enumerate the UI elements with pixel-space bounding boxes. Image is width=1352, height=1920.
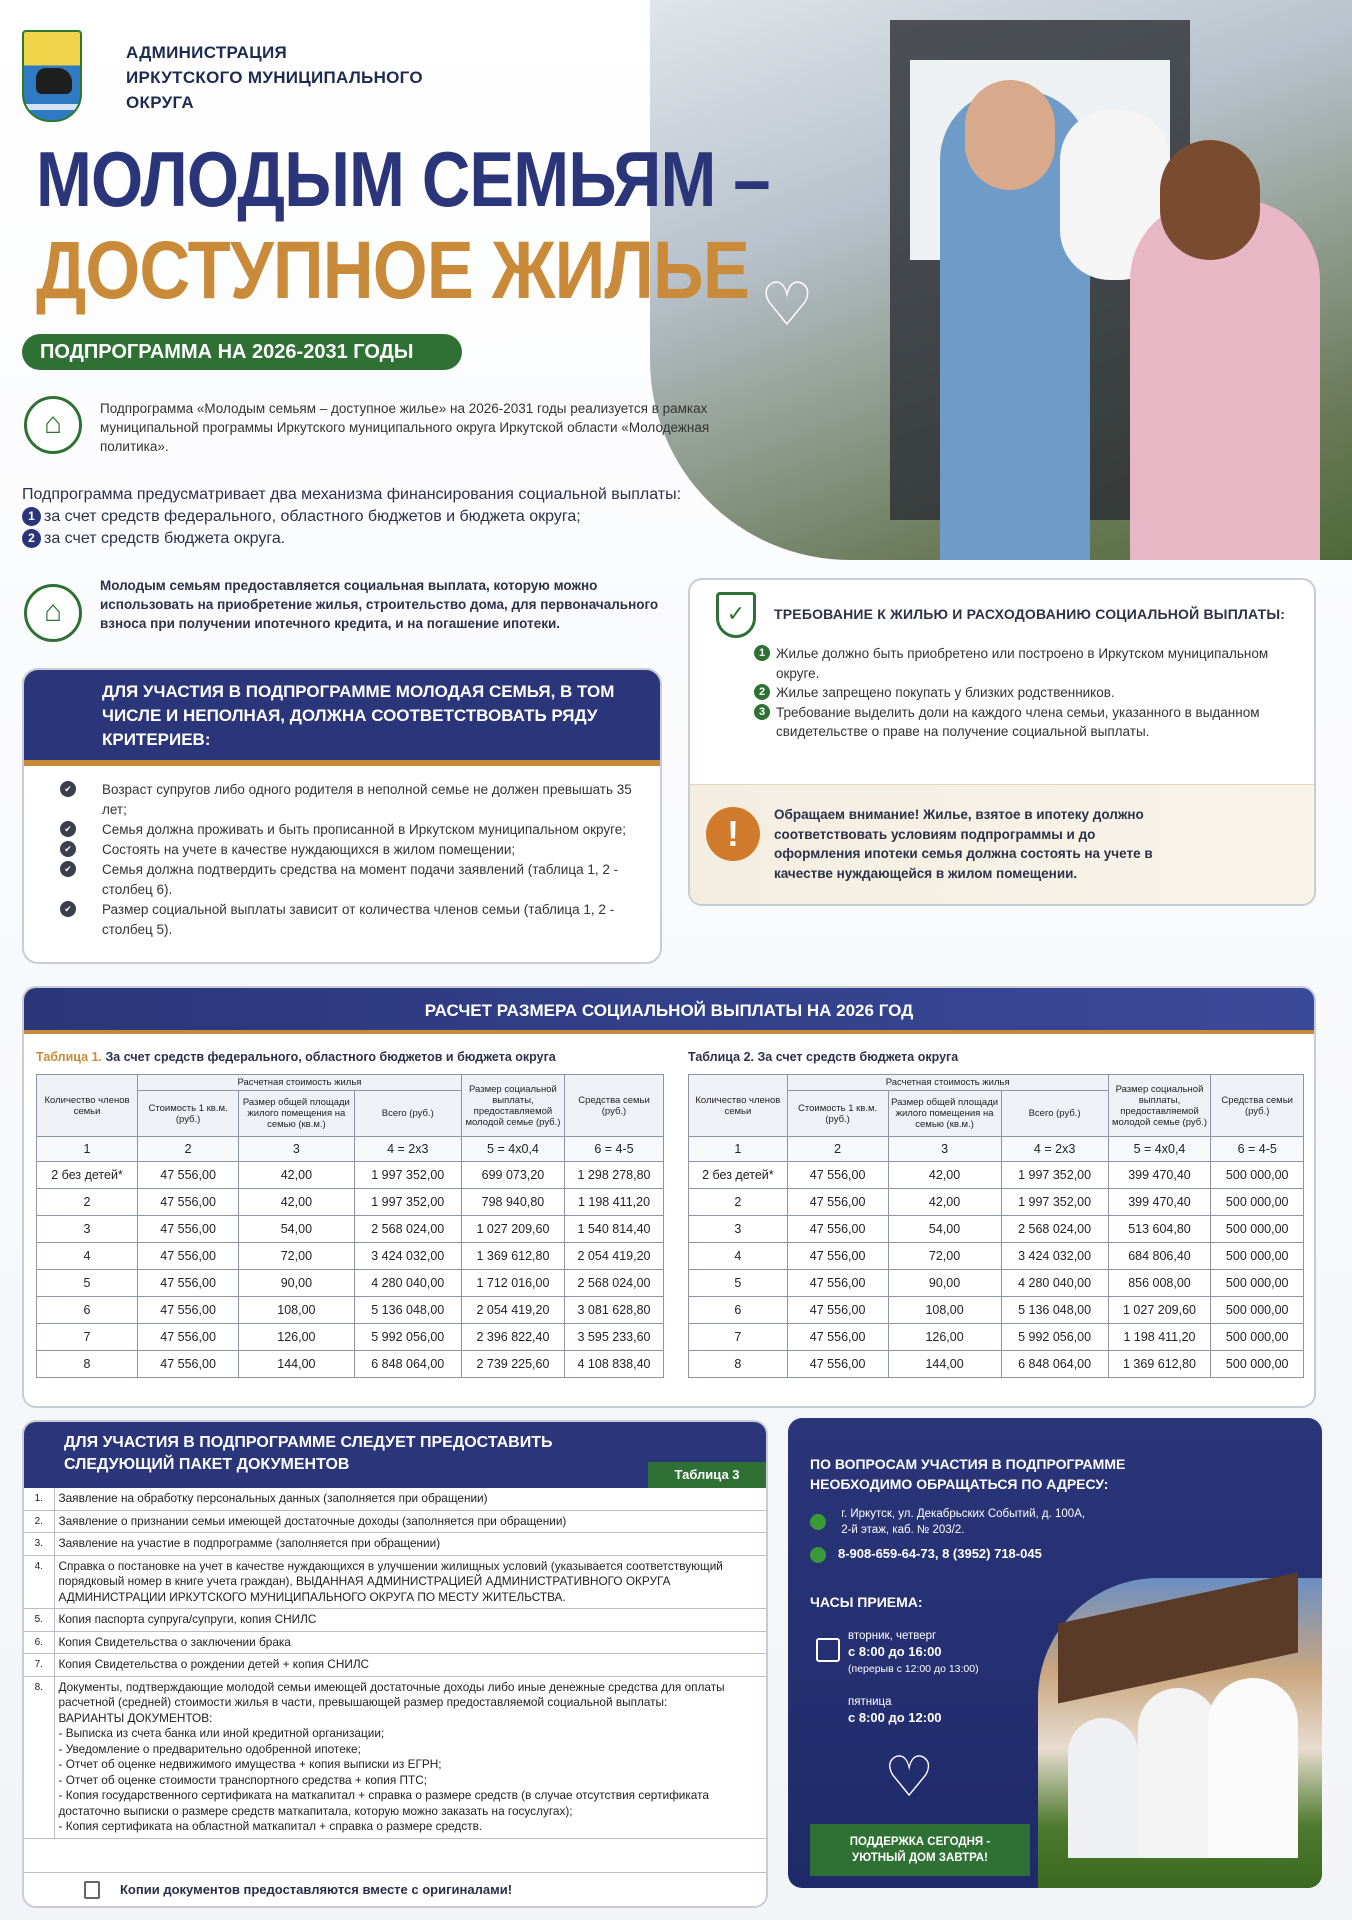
document-row (24, 1488, 766, 1510)
document-number: 3. (24, 1533, 54, 1556)
table-cell: 2 568 024,00 (565, 1270, 664, 1297)
table-cell: 42,00 (239, 1162, 355, 1189)
table-row (689, 1162, 1304, 1189)
table-cell: 47 556,00 (787, 1216, 888, 1243)
requirement-item: 1 Жилье должно быть приобретено или построено в Иркутском муниципальном округе. (754, 644, 1294, 683)
table-row (37, 1351, 664, 1378)
document-number: 8. (24, 1676, 54, 1838)
table-cell: 47 556,00 (138, 1162, 239, 1189)
index-cell: 6 = 4-5 (1211, 1137, 1304, 1162)
requirements-heading: ТРЕБОВАНИЕ К ЖИЛЬЮ И РАСХОДОВАНИЮ СОЦИАЛЬНОЙ ВЫПЛАТЫ: (774, 606, 1286, 622)
document-text: Копия Свидетельства о заключении брака (54, 1631, 766, 1654)
table-cell: 2 739 225,60 (461, 1351, 564, 1378)
table-1 (36, 1074, 664, 1378)
table-cell: 1 712 016,00 (461, 1270, 564, 1297)
table-cell: 108,00 (239, 1297, 355, 1324)
administration-name: АДМИНИСТРАЦИЯ ИРКУТСКОГО МУНИЦИПАЛЬНОГО ОКРУГА (126, 43, 423, 112)
col-cost: Стоимость 1 кв.м. (руб.) (787, 1091, 888, 1137)
table2-caption: Таблица 2. За счет средств бюджета округа (688, 1050, 959, 1064)
table-cell: 47 556,00 (787, 1324, 888, 1351)
variant-item: - Выписка из счета банка или иной кредитной организации; (58, 1726, 385, 1740)
table-row (689, 1351, 1304, 1378)
documents-table (24, 1488, 766, 1839)
hours-weekdays: вторник, четверг с 8:00 до 16:00 (перерыв с 12:00 до 13:00) (848, 1630, 979, 1675)
table-cell: 72,00 (239, 1243, 355, 1270)
mechanisms-lead: Подпрограмма предусматривает два механизма финансирования социальной выплаты: (22, 486, 682, 503)
document-number: 7. (24, 1654, 54, 1677)
col-members: Количество членов семьи (37, 1075, 138, 1137)
index-cell: 4 = 2х3 (1001, 1137, 1108, 1162)
table-cell: 3 424 032,00 (354, 1243, 461, 1270)
table-row (37, 1243, 664, 1270)
col-group: Расчетная стоимость жилья (138, 1075, 462, 1091)
col-area: Размер общей площади жилого помещения на семью (кв.м.) (888, 1091, 1001, 1137)
table-row (689, 1243, 1304, 1270)
table-cell: 47 556,00 (138, 1189, 239, 1216)
table-cell: 42,00 (888, 1189, 1001, 1216)
mechanism-2: за счет средств бюджета округа. (44, 530, 286, 547)
table-cell: 6 (37, 1297, 138, 1324)
table-cell: 8 (37, 1351, 138, 1378)
index-cell: 1 (689, 1137, 788, 1162)
col-funds: Средства семьи (руб.) (1211, 1075, 1304, 1137)
table-cell: 2 054 419,20 (461, 1297, 564, 1324)
attention-box (690, 784, 1314, 906)
table-cell: 47 556,00 (138, 1324, 239, 1351)
table-cell: 47 556,00 (138, 1270, 239, 1297)
document-row (24, 1555, 766, 1609)
table-cell: 2 396 822,40 (461, 1324, 564, 1351)
document-icon (84, 1881, 100, 1899)
table-cell: 2 (37, 1189, 138, 1216)
table-cell: 90,00 (888, 1270, 1001, 1297)
document-row (24, 1654, 766, 1677)
document-number: 2. (24, 1510, 54, 1533)
table-cell: 684 806,40 (1108, 1243, 1211, 1270)
mechanism-1: за счет средств федерального, областного бюджетов и бюджета округа; (44, 508, 581, 525)
table-row (689, 1297, 1304, 1324)
documents-footer: Копии документов предоставляются вместе с оригиналами! (24, 1872, 766, 1906)
payment-use-text: Молодым семьям предоставляется социальная выплата, которую можно использовать на приобретение жилья, строительство дома, для первоначального взноса при получении ипотечного кредита, и на погашение ипотеки. (100, 578, 659, 631)
criteria-panel (22, 668, 662, 964)
family-photo (650, 0, 1352, 560)
address: г. Иркутск, ул. Декабрьских Событий, д. 100А, 2-й этаж, каб. № 203/2. (810, 1506, 1085, 1538)
table-cell: 2 (689, 1189, 788, 1216)
table-cell: 7 (689, 1324, 788, 1351)
index-cell: 3 (888, 1137, 1001, 1162)
document-row (24, 1676, 766, 1838)
hours-friday: пятница с 8:00 до 12:00 (848, 1696, 942, 1725)
index-cell: 4 = 2х3 (354, 1137, 461, 1162)
attention-text: Обращаем внимание! Жилье, взятое в ипотеку должно соответствовать условиям подпрограммы и до оформления ипотеки семья должна состоять на учете в качестве нуждающейся в жилом помещении. (774, 807, 1153, 881)
house-icon: ⌂ (24, 396, 82, 454)
table-cell: 3 424 032,00 (1001, 1243, 1108, 1270)
criteria-list (24, 766, 660, 940)
table-cell: 47 556,00 (787, 1270, 888, 1297)
table-cell: 3 (37, 1216, 138, 1243)
table-cell: 4 280 040,00 (1001, 1270, 1108, 1297)
table-cell: 3 081 628,80 (565, 1297, 664, 1324)
index-cell: 3 (239, 1137, 355, 1162)
home-icon: ⌂ (24, 584, 82, 642)
variant-item: - Копия государственного сертификата на маткапитал + справка о размере средств (в случае отсутствия сертификата достаточно выписки о размере средств маткапитала, которую можно заказать на госуслугах); (58, 1788, 709, 1818)
table-cell: 108,00 (888, 1297, 1001, 1324)
document-number: 6. (24, 1631, 54, 1654)
table-row (689, 1324, 1304, 1351)
criteria-item: ✔ Семья должна проживать и быть прописанной в Иркутском муниципальном округе; (60, 820, 660, 840)
location-pin-icon (810, 1514, 826, 1530)
mechanisms-block (22, 484, 742, 550)
table-cell: 54,00 (888, 1216, 1001, 1243)
table-cell: 6 848 064,00 (1001, 1351, 1108, 1378)
variant-item: - Отчет об оценке стоимости транспортного средства + копия ПТС; (58, 1772, 428, 1787)
table-cell: 1 997 352,00 (354, 1162, 461, 1189)
document-text: Копия Свидетельства о рождении детей + копия СНИЛС (54, 1654, 766, 1677)
table-cell: 1 298 278,80 (565, 1162, 664, 1189)
document-row (24, 1631, 766, 1654)
family-house-photo (1038, 1578, 1322, 1888)
table-2 (688, 1074, 1304, 1378)
table-cell: 47 556,00 (787, 1297, 888, 1324)
table-row (37, 1216, 664, 1243)
table-cell: 6 (689, 1297, 788, 1324)
table-cell: 1 997 352,00 (1001, 1189, 1108, 1216)
table-row (37, 1162, 664, 1189)
table-cell: 1 540 814,40 (565, 1216, 664, 1243)
document-number: 1. (24, 1488, 54, 1510)
table-cell: 72,00 (888, 1243, 1001, 1270)
col-members: Количество членов семьи (689, 1075, 788, 1137)
col-payment: Размер социальной выплаты, предоставляемой молодой семье (руб.) (1108, 1075, 1211, 1137)
number-1-icon: 1 (22, 507, 41, 526)
table-cell: 399 470,40 (1108, 1189, 1211, 1216)
table-row (37, 1189, 664, 1216)
title-line-2: ДОСТУПНОЕ ЖИЛЬЕ (36, 225, 750, 316)
col-funds: Средства семьи (руб.) (565, 1075, 664, 1137)
contact-heading: ПО ВОПРОСАМ УЧАСТИЯ В ПОДПРОГРАММЕ НЕОБХОДИМО ОБРАЩАТЬСЯ ПО АДРЕСУ: (810, 1456, 1126, 1492)
table-cell: 126,00 (239, 1324, 355, 1351)
hours-heading: ЧАСЫ ПРИЕМА: (810, 1594, 923, 1610)
table-cell: 513 604,80 (1108, 1216, 1211, 1243)
table-cell: 5 136 048,00 (1001, 1297, 1108, 1324)
table-cell: 5 992 056,00 (354, 1324, 461, 1351)
document-text: Копия паспорта супруга/супруги, копия СНИЛС (54, 1609, 766, 1632)
table1-caption: Таблица 1. За счет средств федерального, областного бюджетов и бюджета округа (36, 1050, 556, 1064)
table-cell: 1 027 209,60 (1108, 1297, 1211, 1324)
documents-heading: ДЛЯ УЧАСТИЯ В ПОДПРОГРАММЕ СЛЕДУЕТ ПРЕДОСТАВИТЬ СЛЕДУЮЩИЙ ПАКЕТ ДОКУМЕНТОВ Таблица 3 (24, 1422, 766, 1488)
table-cell: 144,00 (888, 1351, 1001, 1378)
table-cell: 1 198 411,20 (1108, 1324, 1211, 1351)
variant-item: - Копия сертификата на областной маткапитал + справка о размере средств. (58, 1819, 483, 1833)
table-cell: 2 568 024,00 (1001, 1216, 1108, 1243)
table-cell: 47 556,00 (787, 1189, 888, 1216)
criteria-item: ✔ Семья должна подтвердить средства на момент подачи заявлений (таблица 1, 2 - столбец 6). (60, 860, 660, 900)
table-cell: 1 198 411,20 (565, 1189, 664, 1216)
table-cell: 3 595 233,60 (565, 1324, 664, 1351)
variant-item: - Отчет об оценке недвижимого имущества + копия выписки из ЕГРН; (58, 1757, 442, 1771)
exclamation-icon: ! (706, 807, 760, 861)
index-cell: 5 = 4х0,4 (1108, 1137, 1211, 1162)
document-row (24, 1533, 766, 1556)
table-row (37, 1270, 664, 1297)
table-cell: 1 027 209,60 (461, 1216, 564, 1243)
calculation-panel (22, 986, 1316, 1408)
document-row (24, 1510, 766, 1533)
table-cell: 90,00 (239, 1270, 355, 1297)
table-cell: 1 997 352,00 (354, 1189, 461, 1216)
table-cell: 42,00 (239, 1189, 355, 1216)
requirement-item: 2 Жилье запрещено покупать у близких родственников. (754, 683, 1294, 703)
col-area: Размер общей площади жилого помещения на семью (кв.м.) (239, 1091, 355, 1137)
table-cell: 500 000,00 (1211, 1243, 1304, 1270)
table-cell: 500 000,00 (1211, 1324, 1304, 1351)
index-row (37, 1137, 664, 1162)
table-cell: 4 280 040,00 (354, 1270, 461, 1297)
table-cell: 2 без детей* (37, 1162, 138, 1189)
shield-check-icon: ✓ (716, 592, 756, 638)
table-cell: 500 000,00 (1211, 1297, 1304, 1324)
index-cell: 5 = 4х0,4 (461, 1137, 564, 1162)
table-cell: 54,00 (239, 1216, 355, 1243)
table-cell: 5 992 056,00 (1001, 1324, 1108, 1351)
table-cell: 1 997 352,00 (1001, 1162, 1108, 1189)
subprogram-pill: ПОДПРОГРАММА НА 2026-2031 ГОДЫ (22, 334, 462, 370)
table-cell: 798 940,80 (461, 1189, 564, 1216)
mother-head (1160, 140, 1260, 260)
table-cell: 47 556,00 (138, 1243, 239, 1270)
table-cell: 126,00 (888, 1324, 1001, 1351)
index-cell: 2 (787, 1137, 888, 1162)
document-number: 4. (24, 1555, 54, 1609)
index-cell: 6 = 4-5 (565, 1137, 664, 1162)
variants-title: ВАРИАНТЫ ДОКУМЕНТОВ: (58, 1710, 213, 1725)
document-text: Заявление на участие в подпрограмме (заполняется при обращении) (54, 1533, 766, 1556)
table-cell: 47 556,00 (787, 1351, 888, 1378)
table-cell: 500 000,00 (1211, 1216, 1304, 1243)
index-row (689, 1137, 1304, 1162)
table-cell: 1 369 612,80 (461, 1243, 564, 1270)
document-text: Справка о постановке на учет в качестве нуждающихся в улучшении жилищных условий (указывается соответствующий порядковый номер в книге учета граждан), ВЫДАННАЯ АДМИНИСТРАЦИЕЙ АДМИНИСТРАТИВНОГО ОКРУГА АДМИНИСТРАЦИИ ИРКУТСКОГО МУНИЦИПАЛЬНОГО ОКРУГА ПО МЕСТУ ЖИТЕЛЬСТВА. (54, 1555, 766, 1609)
table-cell: 500 000,00 (1211, 1162, 1304, 1189)
document-text: Заявление на обработку персональных данных (заполняется при обращении) (54, 1488, 766, 1510)
table-cell: 5 136 048,00 (354, 1297, 461, 1324)
col-payment: Размер социальной выплаты, предоставляемой молодой семье (руб.) (461, 1075, 564, 1137)
col-total: Всего (руб.) (1001, 1091, 1108, 1137)
heart-icon: ♡ (884, 1745, 935, 1808)
col-cost: Стоимость 1 кв.м. (руб.) (138, 1091, 239, 1137)
table-row (689, 1216, 1304, 1243)
table-cell: 47 556,00 (138, 1216, 239, 1243)
table-cell: 47 556,00 (138, 1351, 239, 1378)
table-cell: 4 (689, 1243, 788, 1270)
table-cell: 5 (37, 1270, 138, 1297)
table-cell: 856 008,00 (1108, 1270, 1211, 1297)
requirements-panel (688, 578, 1316, 906)
coat-of-arms-icon (22, 30, 82, 122)
table-row (689, 1189, 1304, 1216)
table-row (689, 1270, 1304, 1297)
table-cell: 47 556,00 (787, 1243, 888, 1270)
table-cell: 8 (689, 1351, 788, 1378)
table-cell: 2 054 419,20 (565, 1243, 664, 1270)
table-cell: 699 073,20 (461, 1162, 564, 1189)
document-number: 5. (24, 1609, 54, 1632)
table-row (37, 1297, 664, 1324)
table-cell: 47 556,00 (138, 1297, 239, 1324)
table-cell: 2 568 024,00 (354, 1216, 461, 1243)
table-cell: 500 000,00 (1211, 1189, 1304, 1216)
criteria-item: ✔ Возраст супругов либо одного родителя в неполной семье не должен превышать 35 лет; (60, 780, 660, 820)
criteria-item: ✔ Размер социальной выплаты зависит от количества членов семьи (таблица 1, 2 - столбец 5). (60, 900, 660, 940)
table-cell: 500 000,00 (1211, 1270, 1304, 1297)
table-row (37, 1324, 664, 1351)
heart-icon: ♡ (760, 271, 814, 338)
slogan: ПОДДЕРЖКА СЕГОДНЯ - УЮТНЫЙ ДОМ ЗАВТРА! (810, 1824, 1030, 1876)
requirements-list (754, 644, 1294, 742)
phones: 8-908-659-64-73, 8 (3952) 718-045 (810, 1546, 1042, 1563)
table-cell: 42,00 (888, 1162, 1001, 1189)
table-cell: 5 (689, 1270, 788, 1297)
table-cell: 1 369 612,80 (1108, 1351, 1211, 1378)
index-cell: 1 (37, 1137, 138, 1162)
phone-icon (810, 1547, 826, 1563)
table-cell: 144,00 (239, 1351, 355, 1378)
table-cell: 2 без детей* (689, 1162, 788, 1189)
documents-panel (22, 1420, 768, 1908)
title-line-1: МОЛОДЫМ СЕМЬЯМ – (36, 135, 770, 223)
document-text: Заявление о признании семьи имеющей достаточные доходы (заполняется при обращении) (54, 1510, 766, 1533)
variant-item: - Уведомление о предварительно одобренной ипотеке; (58, 1741, 361, 1756)
calculation-heading: РАСЧЕТ РАЗМЕРА СОЦИАЛЬНОЙ ВЫПЛАТЫ НА 2026 ГОД (24, 988, 1314, 1034)
table-cell: 3 (689, 1216, 788, 1243)
document-row (24, 1609, 766, 1632)
table-cell: 500 000,00 (1211, 1351, 1304, 1378)
table-cell: 7 (37, 1324, 138, 1351)
table-cell: 4 (37, 1243, 138, 1270)
col-total: Всего (руб.) (354, 1091, 461, 1137)
document-text: Документы, подтверждающие молодой семьи имеющей достаточные доходы либо иные денежные средства для оплаты расчетной (средней) стоимости жилья в части, превышающей размер предоставляемой социальной выплаты: ВАРИАНТЫ ДОКУМЕНТОВ: - Выписка из счета банка или иной кредитной организации; - Уведомление о предварительно одобренной ипотеке; - Отчет об оценке недвижимого имущества + копия выписки из ЕГРН; - Отчет об оценке стоимости транспортного средства + копия ПТС; - Копия государственного сертификата на маткапитал + справка о размере средств (в случае отсутствия сертификата достаточно выписки о размере средств маткапитала, которую можно заказать на госуслугах); - Копия сертификата на областной маткапитал + справка о размере средств. (54, 1676, 766, 1838)
calendar-icon (816, 1638, 840, 1662)
criteria-heading: ДЛЯ УЧАСТИЯ В ПОДПРОГРАММЕ МОЛОДАЯ СЕМЬЯ, В ТОМ ЧИСЛЕ И НЕПОЛНАЯ, ДОЛЖНА СООТВЕТСТВОВАТЬ РЯДУ КРИТЕРИЕВ: (24, 670, 660, 766)
index-cell: 2 (138, 1137, 239, 1162)
table-cell: 47 556,00 (787, 1162, 888, 1189)
number-2-icon: 2 (22, 529, 41, 548)
intro-paragraph: Подпрограмма «Молодым семьям – доступное жилье» на 2026-2031 годы реализуется в рамках муниципальной программы Иркутского муниципального округа Иркутской области «Молодежная политика». (100, 401, 710, 454)
criteria-item: ✔ Состоять на учете в качестве нуждающихся в жилом помещении; (60, 840, 660, 860)
father-head (965, 80, 1055, 190)
table-cell: 4 108 838,40 (565, 1351, 664, 1378)
table-cell: 6 848 064,00 (354, 1351, 461, 1378)
contact-panel (788, 1418, 1322, 1888)
table-cell: 399 470,40 (1108, 1162, 1211, 1189)
table3-label: Таблица 3 (648, 1462, 766, 1488)
col-group: Расчетная стоимость жилья (787, 1075, 1108, 1091)
requirement-item: 3 Требование выделить доли на каждого члена семьи, указанного в выданном свидетельстве о праве на получение социальной выплаты. (754, 703, 1294, 742)
